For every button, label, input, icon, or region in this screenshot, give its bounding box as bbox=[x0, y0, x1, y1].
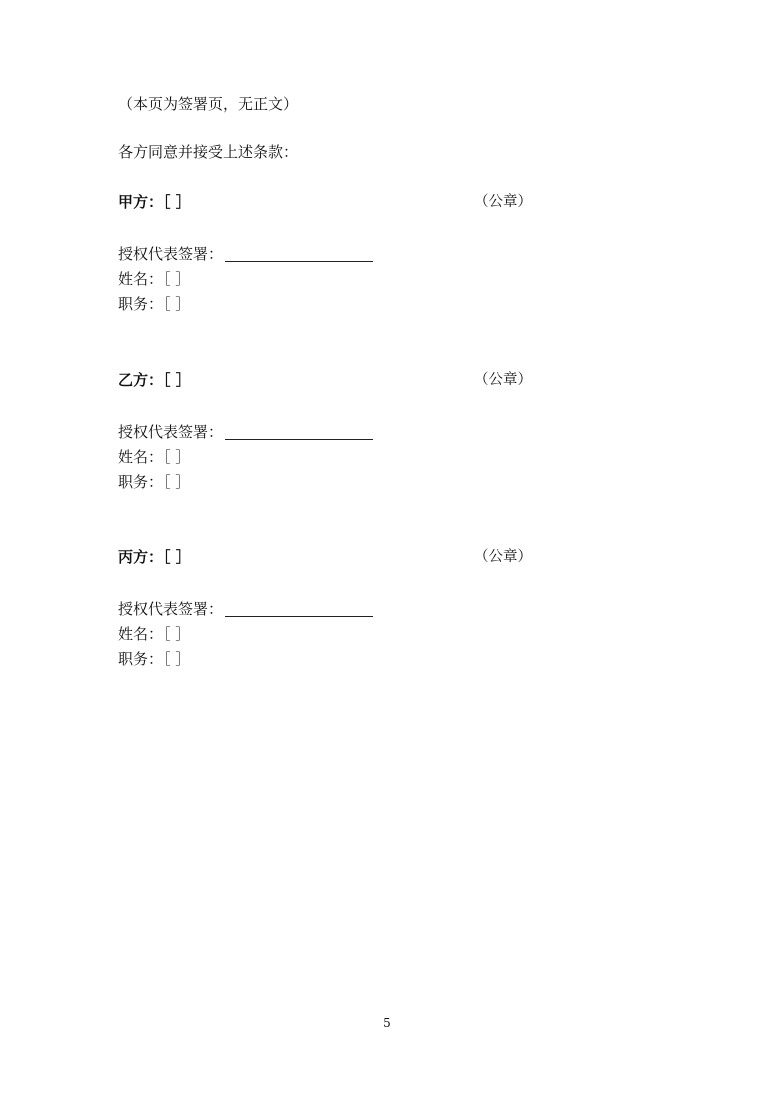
party-a-signature-label: 授权代表签署： bbox=[118, 245, 224, 263]
party-c-seal: （公章） bbox=[474, 549, 532, 565]
party-b-title: 职务：［ ］ bbox=[118, 473, 191, 491]
party-b-signature-label: 授权代表签署： bbox=[118, 423, 224, 441]
party-a-name: 姓名：［ ］ bbox=[118, 270, 191, 288]
party-b-label: 乙方：［ ］ bbox=[118, 371, 191, 389]
intro-text: 各方同意并接受上述条款： bbox=[118, 143, 299, 161]
party-a-title: 职务：［ ］ bbox=[118, 295, 191, 313]
party-c-label: 丙方：［ ］ bbox=[118, 548, 191, 566]
page-number: 5 bbox=[383, 1016, 391, 1030]
party-b-name: 姓名：［ ］ bbox=[118, 448, 191, 466]
party-a-label: 甲方：［ ］ bbox=[118, 193, 191, 211]
party-c-name: 姓名：［ ］ bbox=[118, 625, 191, 643]
party-b-seal: （公章） bbox=[474, 372, 532, 388]
party-b-signature-row bbox=[118, 423, 373, 441]
party-b-signature-line[interactable] bbox=[225, 438, 373, 440]
party-c-signature-row bbox=[118, 600, 373, 618]
party-c-title: 职务：［ ］ bbox=[118, 650, 191, 668]
page-note: （本页为签署页，无正文） bbox=[118, 95, 299, 113]
party-a-signature-line[interactable] bbox=[225, 260, 373, 262]
party-a-signature-row bbox=[118, 245, 373, 263]
party-c-signature-label: 授权代表签署： bbox=[118, 600, 224, 618]
party-c-signature-line[interactable] bbox=[225, 615, 373, 617]
party-a-seal: （公章） bbox=[474, 194, 532, 210]
